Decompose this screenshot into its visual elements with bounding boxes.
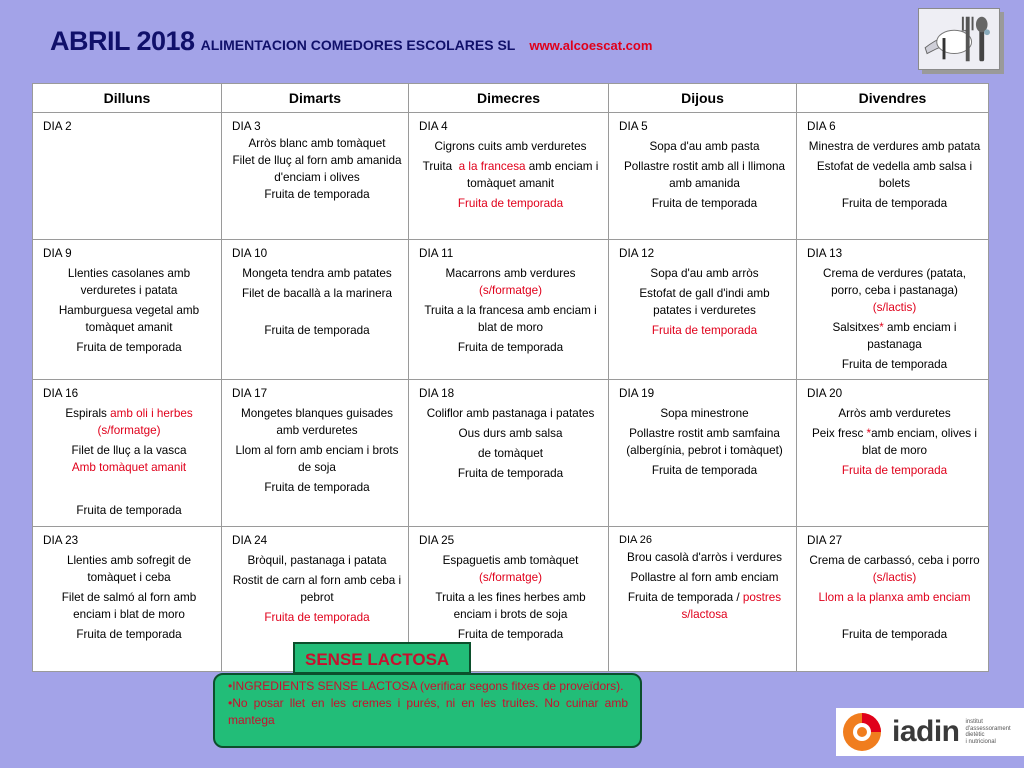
dish-part: amb enciam, olives i blat de moro: [862, 427, 977, 457]
page-header: [50, 26, 652, 57]
day-label: DIA 27: [807, 534, 843, 547]
day-label: DIA 10: [232, 247, 268, 260]
dish: [419, 265, 602, 299]
dish: [807, 425, 982, 459]
dish: Mongetes blanques guisades amb verduretes: [240, 407, 394, 437]
dish-part: (s/formatge): [479, 571, 542, 584]
dish: Llom al forn amb enciam i brots de soja: [235, 444, 399, 474]
weekly-menu-table: [32, 83, 989, 672]
iadin-subtitle: [966, 719, 1011, 745]
dish-part: Espirals: [65, 407, 107, 420]
day-cell: [222, 113, 409, 240]
dish-part: (s/formatge): [479, 284, 542, 297]
dish: Filet de salmó al forn amb enciam i blat de moro: [61, 591, 197, 621]
dish-part: *: [879, 321, 884, 334]
dish: Bròquil, pastanaga i patata: [247, 554, 387, 567]
dish: Estofat de gall d'indi amb patates i verduretes: [639, 287, 770, 317]
day-label: DIA 2: [43, 120, 72, 133]
dish: Fruita de temporada: [457, 197, 564, 210]
dish-part: (s/lactis): [872, 571, 917, 584]
day-cell: [33, 527, 222, 672]
dish-part: Espaguetis amb tomàquet: [442, 554, 579, 567]
dish-part: Crema de verdures (patata, porro, ceba i pastanaga): [823, 267, 966, 297]
week-row: [33, 380, 989, 527]
dish: Fruita de temporada: [264, 611, 370, 624]
dish: Fruita de temporada: [841, 197, 948, 210]
dish: Ous durs amb salsa: [458, 427, 563, 440]
dish: Filet de lluç al forn amb amanida d'enciam i olives: [232, 154, 402, 184]
dish: Filet de bacallà a la marinera: [241, 287, 393, 300]
day-label: DIA 19: [619, 387, 655, 400]
column-header-dimecres: Dimecres: [409, 84, 609, 113]
dish-part: Crema de carbassó, ceba i porro: [809, 554, 980, 567]
dish: Mongeta tendra amb patates: [242, 267, 392, 280]
dish: Arròs blanc amb tomàquet: [248, 137, 386, 150]
dish-part: amb enciam i tomàquet amanit: [466, 160, 599, 190]
sense-lactosa-label: SENSE LACTOSA: [293, 642, 471, 674]
dish: Pollastre rostit amb samfaina (albergínia, pebrot i tomàquet): [626, 427, 783, 457]
dish-part: Salsitxes: [832, 321, 880, 334]
dish: [619, 589, 790, 623]
dish-part: (s/lactis): [872, 301, 917, 314]
week-row: [33, 240, 989, 380]
dish: Fruita de temporada: [264, 188, 370, 201]
day-label: DIA 25: [419, 534, 455, 547]
day-label: DIA 6: [807, 120, 836, 133]
dish: Fruita de temporada: [76, 504, 182, 517]
dish: [807, 319, 982, 353]
lactose-notes-box: [213, 673, 642, 748]
day-cell: [409, 113, 609, 240]
dish: Llom a la planxa amb enciam: [818, 591, 971, 604]
day-label: DIA 9: [43, 247, 72, 260]
day-cell: [33, 113, 222, 240]
day-cell: [797, 240, 989, 380]
dish: Filet de lluç a la vasca: [71, 444, 187, 457]
dish: Pollastre al forn amb enciam: [630, 571, 779, 584]
cutlery-icon: [919, 9, 999, 69]
dish: Hamburguesa vegetal amb tomàquet amanit: [58, 304, 200, 334]
dish: Truita a la francesa amb enciam i blat de moro: [424, 304, 597, 334]
day-cell: [609, 240, 797, 380]
week-row: [33, 527, 989, 672]
dish: Fruita de temporada: [264, 481, 370, 494]
dish: de tomàquet: [478, 447, 543, 460]
column-header-dimarts: Dimarts: [222, 84, 409, 113]
page-subtitle: ALIMENTACION COMEDORES ESCOLARES SL: [200, 37, 516, 53]
dish: [807, 552, 982, 586]
iadin-brand: iadin: [892, 715, 960, 748]
dish-part: Truita: [422, 160, 453, 173]
iadin-sub-line: i nutricional: [965, 738, 996, 745]
column-header-dilluns: Dilluns: [33, 84, 222, 113]
dish: Fruita de temporada: [841, 358, 948, 371]
iadin-mark-icon: [840, 710, 884, 754]
day-label: DIA 17: [232, 387, 268, 400]
dish: [419, 158, 602, 192]
day-cell: [222, 240, 409, 380]
dish: Sopa d'au amb pasta: [649, 140, 760, 153]
dish: Estofat de vedella amb salsa i bolets: [816, 160, 973, 190]
cutlery-logo: [918, 8, 1000, 70]
day-label: DIA 3: [232, 120, 261, 133]
dish: Sopa minestrone: [660, 407, 749, 420]
day-label: DIA 12: [619, 247, 655, 260]
column-header-dijous: Dijous: [609, 84, 797, 113]
day-cell: [797, 113, 989, 240]
dish: Brou casolà d'arròs i verdures: [627, 551, 782, 564]
day-label: DIA 23: [43, 534, 79, 547]
day-cell: [609, 113, 797, 240]
dish: Fruita de temporada: [651, 464, 758, 477]
day-cell: [609, 380, 797, 527]
day-label: DIA 26: [619, 534, 653, 546]
note-item: •No posar llet en les cremes i purés, ni en les truites. No cuinar amb mantega: [228, 696, 628, 727]
dish: Fruita de temporada: [76, 628, 182, 641]
dish: [419, 552, 602, 586]
day-label: DIA 20: [807, 387, 843, 400]
page-title: ABRIL 2018: [50, 26, 195, 56]
day-label: DIA 5: [619, 120, 648, 133]
dish-part: *: [866, 427, 872, 440]
day-label: DIA 13: [807, 247, 843, 260]
day-label: DIA 4: [419, 120, 448, 133]
dish: Fruita de temporada: [457, 628, 564, 641]
dish: Fruita de temporada: [841, 628, 948, 641]
day-cell: [409, 380, 609, 527]
dish: Llenties casolanes amb verduretes i patata: [67, 267, 191, 297]
day-label: DIA 11: [419, 247, 454, 260]
dish: Arròs amb verduretes: [838, 407, 951, 420]
weekday-header-row: [33, 84, 989, 113]
dish: Truita a les fines herbes amb enciam i brots de soja: [435, 591, 586, 621]
dish-part: amb oli i herbes (s/formatge): [97, 407, 193, 437]
note-item: •INGREDIENTS SENSE LACTOSA (verificar segons fitxes de proveïdors).: [228, 679, 624, 693]
iadin-logo: [836, 708, 1024, 756]
dish: Fruita de temporada: [651, 197, 758, 210]
dish: Minestra de verdures amb patata: [808, 140, 981, 153]
dish: Fruita de temporada: [651, 324, 758, 337]
day-cell: [409, 240, 609, 380]
dish: Fruita de temporada: [457, 341, 564, 354]
dish: Fruita de temporada: [264, 324, 370, 337]
dish: Amb tomàquet amanit: [71, 461, 187, 474]
day-cell: [797, 380, 989, 527]
dish: Pollastre rostit amb all i llimona amb amanida: [623, 160, 786, 190]
dish: Fruita de temporada: [76, 341, 182, 354]
dish: Coliflor amb pastanaga i patates: [426, 407, 595, 420]
dish-part: postres s/lactosa: [681, 591, 782, 621]
website-link[interactable]: www.alcoescat.com: [529, 38, 653, 53]
iadin-sub-line: institut: [965, 719, 983, 725]
dish: [807, 265, 982, 316]
dish: Llenties amb sofregit de tomàquet i ceba: [66, 554, 192, 584]
day-label: DIA 18: [419, 387, 455, 400]
iadin-sub-line: dietètic: [965, 732, 985, 738]
day-cell: [222, 380, 409, 527]
dish-part: Peix fresc: [811, 427, 864, 440]
dish: Cigrons cuits amb verduretes: [434, 140, 587, 153]
dish-part: Fruita de temporada /: [627, 591, 740, 604]
day-label: DIA 24: [232, 534, 268, 547]
day-cell: [33, 240, 222, 380]
dish-part: a la francesa: [458, 160, 526, 173]
day-cell: [33, 380, 222, 527]
dish: Fruita de temporada: [457, 467, 564, 480]
column-header-divendres: Divendres: [797, 84, 989, 113]
iadin-sub-line: d'assessorament: [965, 725, 1011, 732]
dish: Rostit de carn al forn amb ceba i pebrot: [232, 574, 402, 604]
dish: [43, 405, 215, 439]
dish-part: amb enciam i pastanaga: [867, 321, 957, 351]
week-row: [33, 113, 989, 240]
dish: Sopa d'au amb arròs: [650, 267, 759, 280]
dish: Fruita de temporada: [841, 464, 948, 477]
day-label: DIA 16: [43, 387, 79, 400]
day-cell: [797, 527, 989, 672]
day-cell: [609, 527, 797, 672]
dish-part: Macarrons amb verdures: [445, 267, 576, 280]
